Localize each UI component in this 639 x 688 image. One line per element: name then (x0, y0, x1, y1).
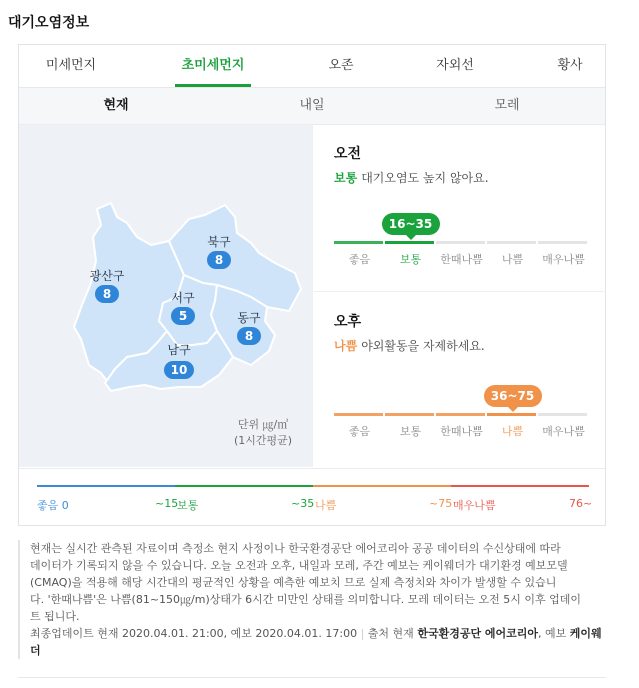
afternoon-scale-segment (538, 413, 587, 416)
bottom-divider (18, 677, 606, 678)
air-quality-card (18, 44, 606, 526)
morning-bubble-pointer (406, 235, 416, 240)
morning-scale (334, 215, 589, 275)
tab-now[interactable]: 현재 (103, 98, 129, 113)
divider (314, 291, 606, 292)
legend-75-label: ~75 (429, 497, 453, 510)
district-name-gwangsan: 광산구 (89, 269, 125, 283)
morning-level: 보통 (334, 171, 358, 185)
district-value-gwangsan[interactable]: 8 (95, 285, 119, 303)
note-line: 현재는 실시간 관측된 자료이며 측정소 현지 사정이나 한국환경공단 에어코리아 공공 데이터의 수신상태에 따라 (30, 542, 561, 555)
source-prefix: 출처 현재 (367, 627, 414, 640)
update-line: 최종업데이트 현재 2020.04.01. 21:00, 예보 2020.04.01. 17:00 | 출처 현재 한국환경공단 에어코리아, 예보 케이웨더 (30, 627, 602, 657)
legend-35-label: ~35 (291, 497, 315, 510)
legend-bar-good (37, 485, 175, 487)
district-value-donggu[interactable]: 8 (237, 327, 261, 345)
afternoon-scale-label: 매우나쁨 (542, 425, 585, 438)
afternoon-scale-label: 보통 (399, 425, 422, 438)
legend-15-label: ~15 (155, 497, 179, 510)
note-line: (CMAQ)을 적용해 해당 시간대의 평균적인 상황을 예측한 예보치 므로 실제 측정치와 차이가 발생할 수 있습니 (30, 576, 557, 589)
morning-scale-label: 보통 (399, 253, 422, 266)
source-mid: , 예보 (538, 627, 567, 640)
tab-pm10[interactable]: 미세먼지 (45, 58, 97, 73)
morning-scale-segment (538, 241, 587, 244)
source-link-kweather[interactable]: 케이웨더 (30, 627, 602, 657)
active-tab-underline (175, 84, 251, 87)
legend-normal-label: 보통 (177, 499, 199, 512)
district-map (19, 125, 313, 467)
afternoon-bubble-pointer (508, 407, 518, 412)
forecast-panel (314, 125, 606, 467)
unit-label (234, 417, 292, 449)
update-time: 최종업데이트 현재 2020.04.01. 21:00, 예보 2020.04.01. 17:00 (30, 627, 358, 640)
district-name-bukgu: 북구 (207, 235, 231, 249)
note-line: 데이터가 기록되지 않을 수 있습니다. 오늘 오전과 오후, 내일과 모레, 주간 예보는 케이웨더가 대기환경 예보모델 (30, 559, 568, 572)
tab-tomorrow[interactable]: 내일 (299, 98, 325, 113)
district-name-seogu: 서구 (171, 291, 195, 305)
tab-uv[interactable]: 자외선 (436, 58, 474, 73)
legend-76-label: 76~ (569, 497, 593, 510)
afternoon-scale-label: 좋음 (348, 425, 371, 438)
afternoon-scale (334, 387, 589, 447)
morning-scale-label: 좋음 (348, 253, 371, 266)
legend-bad-label: 나쁨 (315, 499, 337, 512)
district-value-seogu[interactable]: 5 (171, 307, 195, 325)
map-svg (19, 125, 313, 467)
legend-verybad-label: 매우나쁨 (453, 499, 496, 512)
afternoon-scale-segment (487, 413, 536, 416)
source-link-airkorea[interactable]: 한국환경공단 에어코리아 (417, 627, 539, 640)
district-value-namgu[interactable]: 10 (164, 361, 194, 379)
unit-line: 단위 ㎍/㎥ (237, 418, 289, 431)
pollutant-tabs (19, 45, 605, 88)
notes (18, 540, 610, 659)
tab-day-after-tomorrow[interactable]: 모레 (494, 98, 520, 113)
afternoon-status (334, 337, 485, 354)
legend-bar-bad (313, 485, 451, 487)
morning-scale-segment (487, 241, 536, 244)
legend-bar-verybad (451, 485, 589, 487)
legend-good-label: 좋음 0 (37, 499, 69, 512)
page-title: 대기오염정보 (8, 15, 90, 31)
note-line: 트 됩니다. (30, 610, 80, 623)
afternoon-desc: 야외활동을 자제하세요. (361, 339, 485, 353)
morning-status (334, 169, 489, 186)
afternoon-scale-label: 한때나쁨 (440, 425, 483, 438)
morning-scale-segment (334, 241, 383, 244)
district-name-namgu: 남구 (167, 343, 191, 357)
afternoon-level: 나쁨 (334, 339, 358, 353)
afternoon-scale-segment (385, 413, 434, 416)
tab-ozone[interactable]: 오존 (328, 58, 354, 73)
morning-scale-label: 나쁨 (501, 253, 524, 266)
unit-average-line: (1시간평균) (234, 434, 293, 447)
afternoon-scale-segment (334, 413, 383, 416)
morning-scale-label: 한때나쁨 (440, 253, 483, 266)
morning-scale-label: 매우나쁨 (542, 253, 585, 266)
district-name-donggu: 동구 (237, 311, 261, 325)
afternoon-title: 오후 (334, 314, 362, 330)
legend (19, 468, 605, 527)
morning-desc: 대기오염도 높지 않아요. (361, 171, 489, 185)
tab-yellow-dust[interactable]: 황사 (557, 58, 583, 73)
legend-bar-normal (175, 485, 313, 487)
morning-scale-segment (436, 241, 485, 244)
morning-scale-segment (385, 241, 434, 244)
day-tabs (19, 88, 605, 125)
morning-title: 오전 (334, 146, 362, 162)
afternoon-range-bubble: 36~75 (484, 385, 542, 407)
tab-pm25[interactable]: 초미세먼지 (181, 58, 245, 73)
afternoon-scale-segment (436, 413, 485, 416)
district-value-bukgu[interactable]: 8 (207, 251, 231, 269)
note-line: 다. '한때나쁨'은 나쁨(81~150㎍/m)상태가 6시간 미만인 상태를 의미합니다. 모레 데이터는 오전 5시 이후 업데이 (30, 593, 581, 606)
afternoon-scale-label: 나쁨 (501, 425, 524, 438)
morning-range-bubble: 16~35 (382, 213, 440, 235)
